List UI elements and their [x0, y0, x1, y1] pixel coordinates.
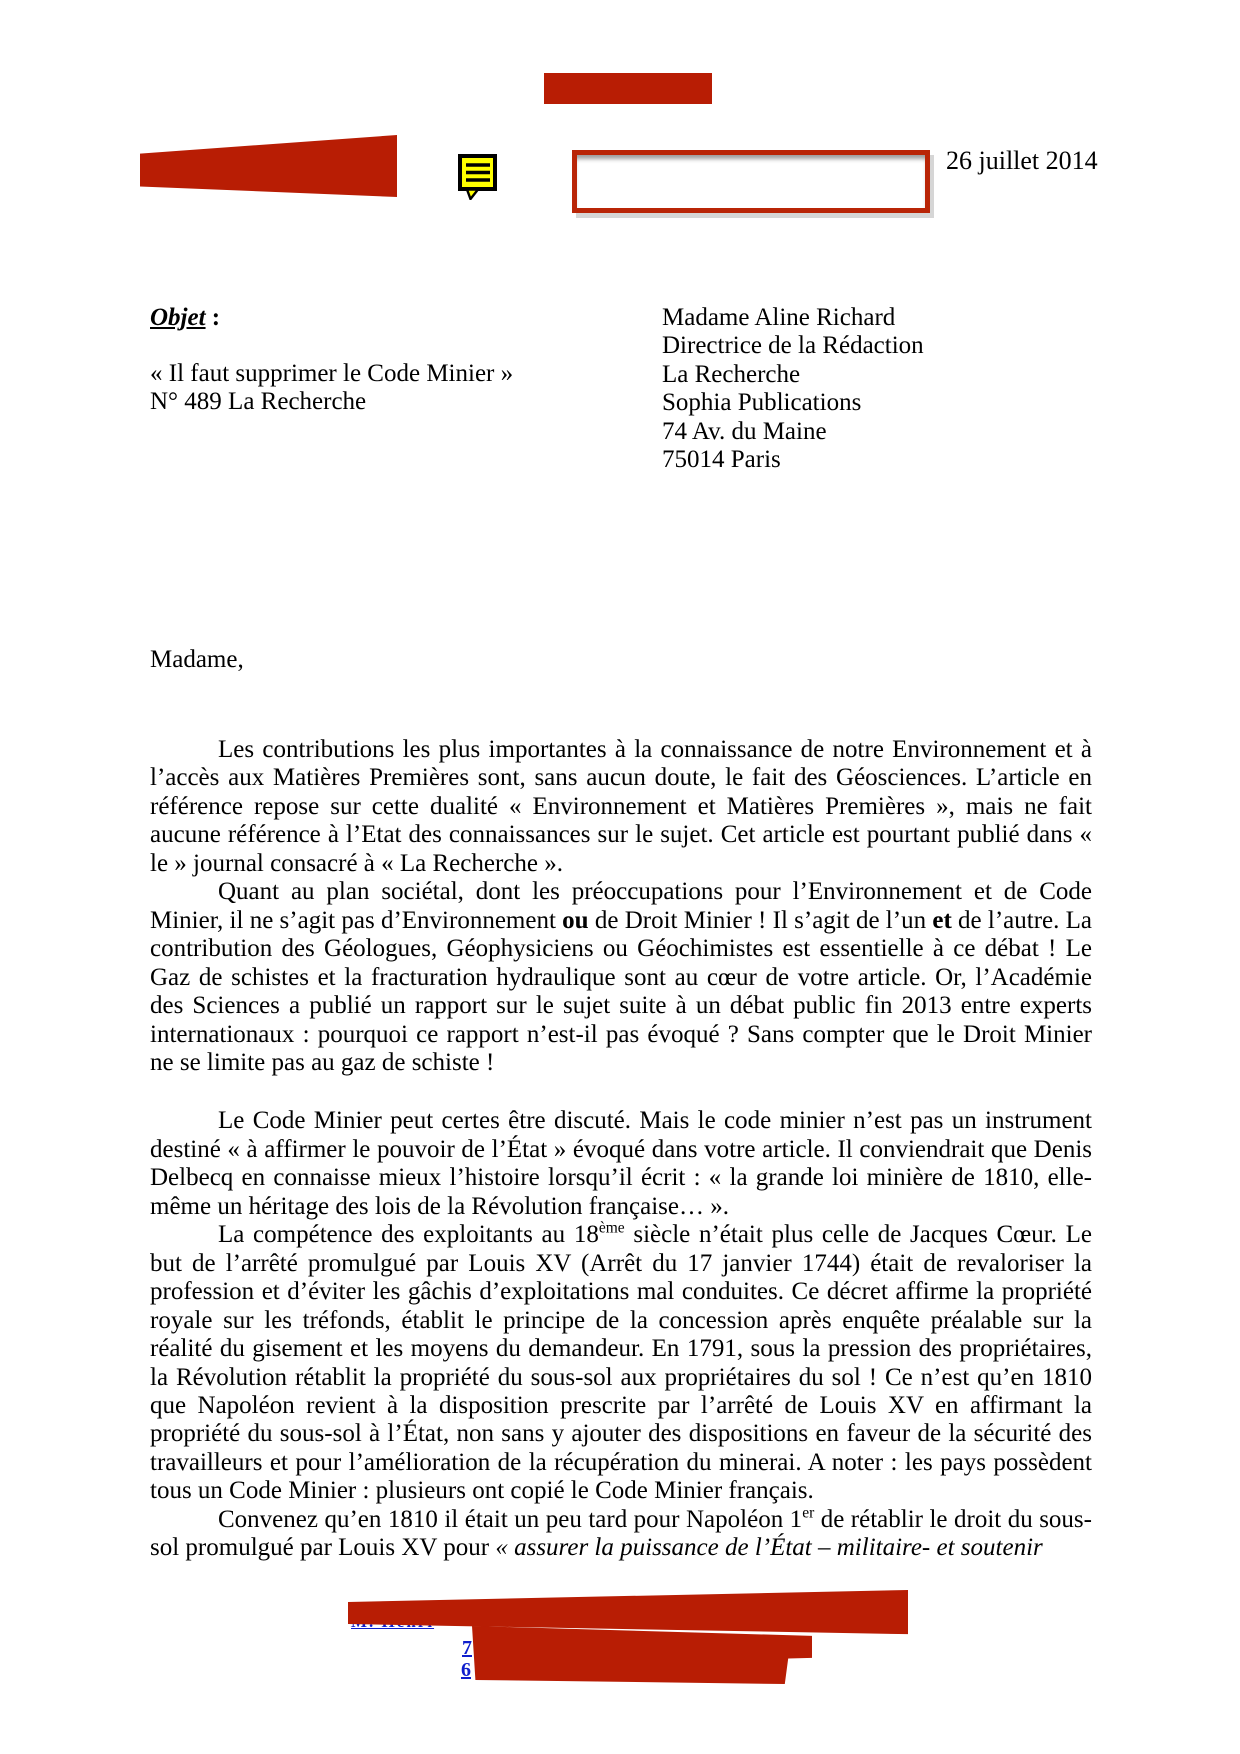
- letter-body: [150, 736, 1092, 1563]
- subject-label-colon: :: [205, 304, 221, 331]
- redacted-contact-phone-fragment[interactable]: 7: [462, 1637, 472, 1659]
- redaction-block-signature-bottom: [472, 1626, 812, 1684]
- subject-lines: [150, 360, 513, 417]
- recipient-publisher: Sophia Publications: [662, 389, 862, 417]
- redaction-block-top-center: [544, 73, 712, 104]
- subject-issue-number: N° 489 La Recherche: [150, 388, 367, 416]
- redaction-block-letterhead: [140, 135, 397, 197]
- paragraph-1: Les contributions les plus importantes à la connaissance de notre Environnement et à l’accès aux Matières Premières sont, sans aucun doute, le fait des Géosciences. L’article en référence repose sur cette dualité « Environnement et Matières Premières », mais ne fait aucune référence à l’Etat des connaissances sur le sujet. Cet article est pourtant publié dans « le » journal consacré à « La Recherche ».: [150, 736, 1092, 877]
- letter-date: 26 juillet 2014: [946, 146, 1098, 175]
- recipient-name: Madame Aline Richard: [662, 304, 896, 331]
- paragraph-5: Convenez qu’en 1810 il était un peu tard pour Napoléon 1er de rétablir le droit du sous-sol promulgué par Louis XV pour « assurer la puissance de l’État – militaire- et soutenir: [150, 1504, 1092, 1562]
- salutation: Madame,: [150, 646, 244, 673]
- stamp-box: [572, 150, 930, 213]
- subject-label: [150, 304, 220, 332]
- recipient-organization: La Recherche: [662, 360, 801, 388]
- paragraph-2: Quant au plan sociétal, dont les préoccupations pour l’Environnement et de Code Minier, il ne s’agit pas d’Environnement ou de Droit Minier ! Il s’agit de l’un et de l’autre. La contribution des Géologues, Géophysiciens ou Géochimistes est essentielle à ce débat ! Le Gaz de schistes et la fracturation hydraulique sont au cœur de votre article. Or, l’Académie des Sciences a publié un rapport sur le sujet suite à un débat public fin 2013 entre experts internationaux : pourquoi ce rapport n’est-il pas évoqué ? Sans compter que le Droit Minier ne se limite pas au gaz de schiste !: [150, 878, 1092, 1076]
- subject-article-title: « Il faut supprimer le Code Minier »: [150, 360, 514, 387]
- subject-label-word: Objet: [150, 304, 206, 331]
- recipient-street: 74 Av. du Maine: [662, 417, 827, 445]
- recipient-title: Directrice de la Rédaction: [662, 332, 924, 360]
- recipient-address: [662, 304, 924, 474]
- recipient-city: 75014 Paris: [662, 446, 781, 474]
- note-icon-glyph: [457, 153, 499, 200]
- paragraph-4: La compétence des exploitants au 18ème siècle n’était plus celle de Jacques Cœur. Le but de l’arrêté promulgué par Louis XV (Arrêt du 17 janvier 1744) était de revaloriser la profession et d’éviter les gâchis d’exploitations mal conduites. Ce décret affirme la propriété royale sur les tréfonds, établit le principe de la concession après enquête préalable sur la réalité du gisement et les moyens du demandeur. En 1791, sous la pression des propriétaires, la Révolution rétablit la propriété du sous-sol aux propriétaires du sol ! Ce n’est qu’en 1810 que Napoléon revient à la disposition prescrite par l’arrêté de Louis XV en affirmant la propriété du sous-sol à l’État, non sans y ajouter des dispositions en faveur de la sécurité des travailleurs et pour l’amélioration de la récupération du minerai. A noter : les pays possèdent tous un Code Minier : plusieurs ont copié le Code Minier français.: [150, 1219, 1092, 1505]
- redacted-contact-email-fragment[interactable]: 6: [461, 1659, 471, 1681]
- paragraph-3: Le Code Minier peut certes être discuté. Mais le code minier n’est pas un instrument destiné « à affirmer le pouvoir de l’État » évoqué dans votre article. Il conviendrait que Denis Delbecq en connaisse mieux l’histoire lorsqu’il écrit : « la grande loi minière de 1810, elle-même un héritage des lois de la Révolution française… ».: [150, 1107, 1092, 1220]
- note-icon[interactable]: [457, 153, 499, 200]
